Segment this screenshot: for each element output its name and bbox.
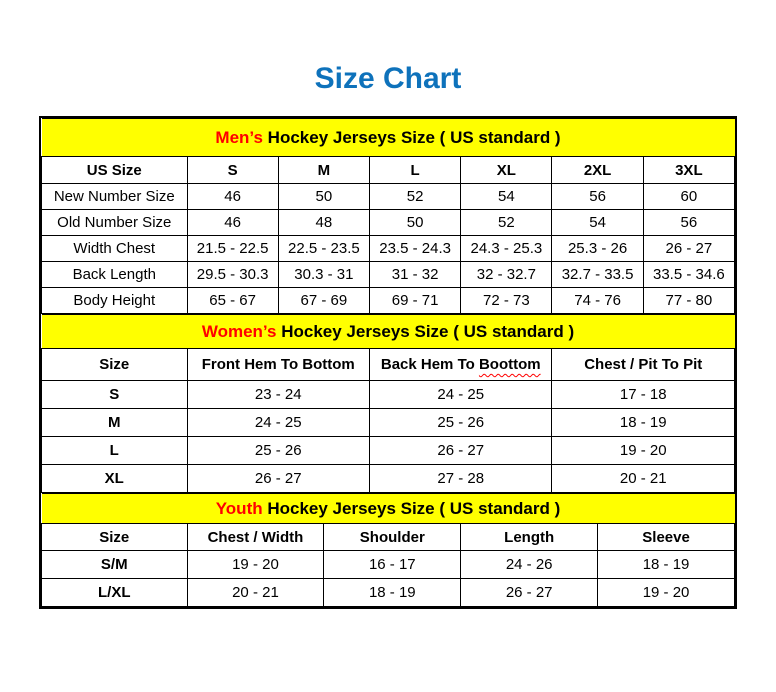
table-row	[42, 236, 735, 262]
womens-section-heading-row	[42, 315, 735, 349]
cell: 54	[552, 210, 643, 236]
mens-section-heading	[42, 119, 735, 157]
cell: 25 - 26	[187, 437, 369, 465]
cell: 46	[187, 184, 278, 210]
cell: 32 - 32.7	[461, 262, 552, 288]
womens-col-header	[370, 349, 552, 381]
cell: 26 - 27	[370, 437, 552, 465]
cell: 32.7 - 33.5	[552, 262, 643, 288]
row-label: XL	[42, 465, 188, 493]
youth-section-heading-row	[42, 494, 735, 524]
table-row	[42, 381, 735, 409]
row-label: S	[42, 381, 188, 409]
cell: 52	[370, 184, 461, 210]
cell: 25 - 26	[370, 409, 552, 437]
row-label: Width Chest	[42, 236, 188, 262]
cell: 69 - 71	[370, 288, 461, 314]
mens-col-header: S	[187, 157, 278, 184]
cell: 60	[643, 184, 734, 210]
page-title: Size Chart	[314, 62, 462, 95]
womens-heading-red-word: Women’s	[201, 321, 277, 341]
cell: 31 - 32	[370, 262, 461, 288]
table-row	[42, 437, 735, 465]
cell: 24 - 25	[187, 409, 369, 437]
cell: 17 - 18	[552, 381, 735, 409]
mens-heading-red-word: Men’s	[215, 127, 263, 147]
cell: 50	[370, 210, 461, 236]
table-row	[42, 579, 735, 607]
womens-section-heading	[42, 315, 735, 349]
table-row	[42, 210, 735, 236]
cell: 26 - 27	[187, 465, 369, 493]
cell: 65 - 67	[187, 288, 278, 314]
mens-section-heading-row	[42, 119, 735, 157]
cell: 18 - 19	[598, 551, 735, 579]
row-label: Back Length	[42, 262, 188, 288]
table-row	[42, 551, 735, 579]
table-row	[42, 465, 735, 493]
womens-header-row	[42, 349, 735, 381]
cell: 20 - 21	[552, 465, 735, 493]
womens-col-header: Size	[42, 349, 188, 381]
cell: 72 - 73	[461, 288, 552, 314]
youth-col-header: Shoulder	[324, 524, 461, 551]
mens-col-header: 3XL	[643, 157, 734, 184]
cell: 56	[643, 210, 734, 236]
cell: 27 - 28	[370, 465, 552, 493]
cell: 46	[187, 210, 278, 236]
cell: 77 - 80	[643, 288, 734, 314]
table-row	[42, 288, 735, 314]
mens-col-header: XL	[461, 157, 552, 184]
table-row	[42, 184, 735, 210]
cell: 20 - 21	[187, 579, 324, 607]
youth-col-header: Size	[42, 524, 188, 551]
mens-size-table	[41, 118, 735, 314]
cell: 33.5 - 34.6	[643, 262, 734, 288]
row-label: M	[42, 409, 188, 437]
youth-col-header: Sleeve	[598, 524, 735, 551]
mens-col-header: US Size	[42, 157, 188, 184]
womens-col-header: Chest / Pit To Pit	[552, 349, 735, 381]
cell: 24 - 25	[370, 381, 552, 409]
table-row	[42, 409, 735, 437]
cell: 19 - 20	[598, 579, 735, 607]
youth-col-header: Chest / Width	[187, 524, 324, 551]
cell: 56	[552, 184, 643, 210]
mens-heading-rest: Hockey Jerseys Size ( US standard )	[262, 127, 561, 147]
cell: 19 - 20	[552, 437, 735, 465]
cell: 18 - 19	[324, 579, 461, 607]
cell: 26 - 27	[643, 236, 734, 262]
mens-header-row	[42, 157, 735, 184]
cell: 19 - 20	[187, 551, 324, 579]
cell: 30.3 - 31	[278, 262, 369, 288]
mens-col-header: 2XL	[552, 157, 643, 184]
youth-size-table	[41, 493, 735, 607]
cell: 52	[461, 210, 552, 236]
cell: 54	[461, 184, 552, 210]
womens-col-back-hem-prefix: Back Hem To	[380, 356, 479, 373]
row-label: L/XL	[42, 579, 188, 607]
youth-header-row	[42, 524, 735, 551]
cell: 24.3 - 25.3	[461, 236, 552, 262]
cell: 16 - 17	[324, 551, 461, 579]
row-label: S/M	[42, 551, 188, 579]
womens-heading-rest: Hockey Jerseys Size ( US standard )	[276, 321, 575, 341]
cell: 24 - 26	[461, 551, 598, 579]
mens-col-header: M	[278, 157, 369, 184]
mens-col-header: L	[370, 157, 461, 184]
cell: 48	[278, 210, 369, 236]
cell: 21.5 - 22.5	[187, 236, 278, 262]
cell: 23 - 24	[187, 381, 369, 409]
cell: 50	[278, 184, 369, 210]
row-label: Old Number Size	[42, 210, 188, 236]
cell: 29.5 - 30.3	[187, 262, 278, 288]
cell: 25.3 - 26	[552, 236, 643, 262]
womens-col-header: Front Hem To Bottom	[187, 349, 369, 381]
cell: 23.5 - 24.3	[370, 236, 461, 262]
youth-section-heading	[42, 494, 735, 524]
cell: 22.5 - 23.5	[278, 236, 369, 262]
womens-size-table	[41, 314, 735, 493]
row-label: L	[42, 437, 188, 465]
size-chart-container	[39, 116, 737, 609]
cell: 26 - 27	[461, 579, 598, 607]
womens-col-back-hem-misspelled-word: Boottom	[478, 356, 541, 373]
cell: 67 - 69	[278, 288, 369, 314]
cell: 18 - 19	[552, 409, 735, 437]
youth-heading-rest: Hockey Jerseys Size ( US standard )	[262, 498, 561, 518]
youth-col-header: Length	[461, 524, 598, 551]
cell: 74 - 76	[552, 288, 643, 314]
row-label: New Number Size	[42, 184, 188, 210]
row-label: Body Height	[42, 288, 188, 314]
youth-heading-red-word: Youth	[215, 498, 263, 518]
table-row	[42, 262, 735, 288]
